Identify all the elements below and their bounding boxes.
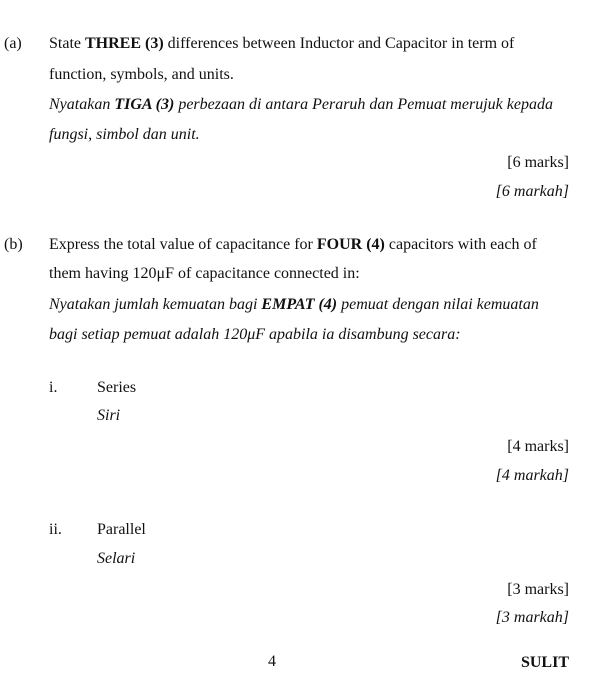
sub-question-ii-marks-malay: [3 markah] (495, 609, 569, 626)
sub-question-ii-label: ii. (49, 521, 62, 538)
question-b-malay-line-2: bagi setiap pemuat adalah 120μF apabila ia disambung secara: (49, 326, 461, 343)
question-a-english-line-2: function, symbols, and units. (49, 66, 234, 83)
sub-question-i-marks-malay: [4 markah] (495, 467, 569, 484)
classification-label: SULIT (520, 654, 569, 671)
question-a-marks-english: [6 marks] (507, 154, 569, 171)
question-b-english-line-2: them having 120μF of capacitance connected in: (49, 265, 360, 282)
sub-question-i-malay: Siri (97, 407, 121, 424)
sub-question-ii-english: Parallel (97, 521, 146, 538)
question-b-malay-line-1: Nyatakan jumlah kemuatan bagi EMPAT (4) pemuat dengan nilai kemuatan (49, 296, 539, 313)
question-a-malay-line-2: fungsi, simbol dan unit. (49, 126, 200, 143)
question-b-english-line-1: Express the total value of capacitance for FOUR (4) capacitors with each of (49, 236, 537, 253)
sub-question-i-label: i. (49, 379, 58, 396)
page-number: 4 (268, 653, 276, 670)
sub-question-ii-malay: Selari (97, 550, 136, 567)
sub-question-ii-marks-english: [3 marks] (507, 581, 569, 598)
question-a-marks-malay: [6 markah] (495, 183, 569, 200)
sub-question-i-marks-english: [4 marks] (507, 438, 569, 455)
question-a-english-line-1: State THREE (3) differences between Inductor and Capacitor in term of (49, 35, 515, 52)
question-a-label: (a) (4, 35, 22, 52)
question-b-label: (b) (4, 236, 23, 253)
sub-question-i-english: Series (97, 379, 137, 396)
question-a-malay-line-1: Nyatakan TIGA (3) perbezaan di antara Peraruh dan Pemuat merujuk kepada (49, 96, 553, 113)
